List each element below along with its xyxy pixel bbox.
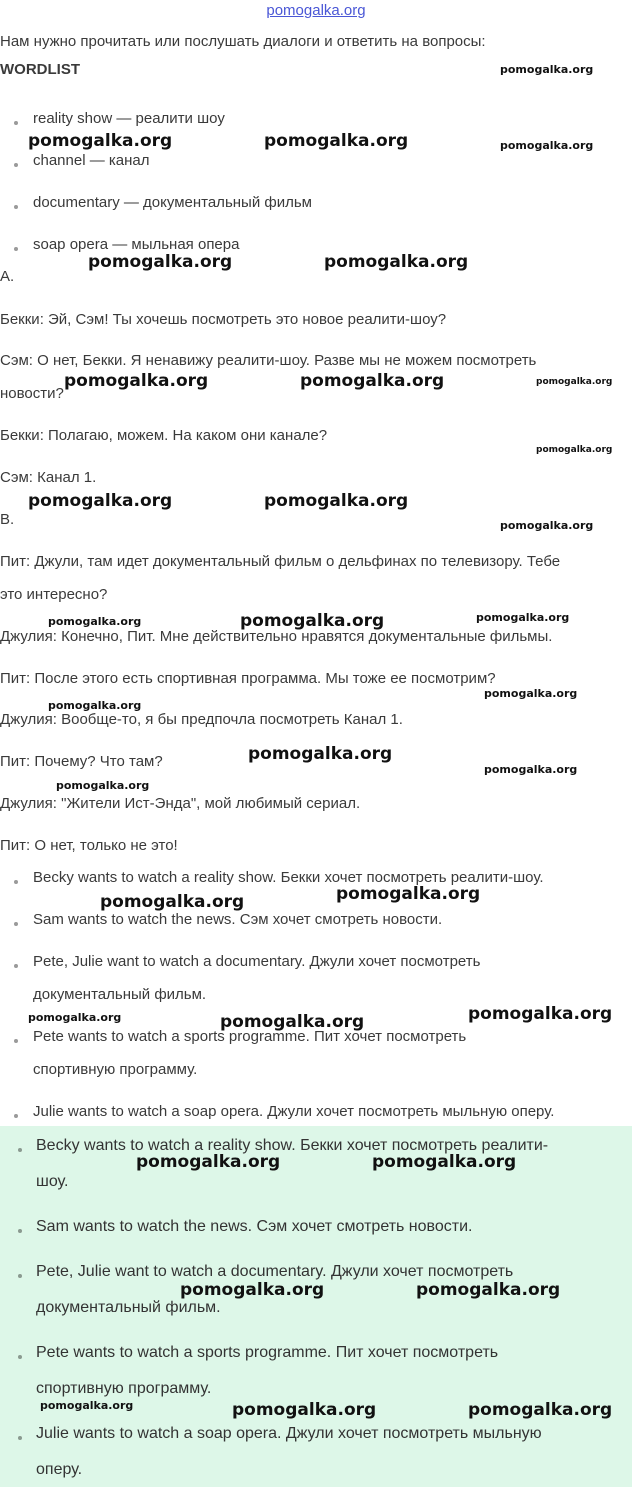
answer-item: Pete wants to watch a sports programme. Пит хочет посмотреть: [33, 1028, 467, 1045]
watermark: pomogalka.org: [500, 519, 594, 532]
watermark: pomogalka.org: [476, 611, 570, 624]
watermark: pomogalka.org: [40, 1399, 134, 1412]
bullet-icon: [14, 163, 18, 167]
answer-box-item: Becky wants to watch a reality show. Бекки хочет посмотреть реалити-: [36, 1137, 549, 1154]
answer-item: Julie wants to watch a soap opera. Джули хочет посмотреть мыльную оперу.: [33, 1103, 555, 1120]
bullet-icon: [14, 1039, 18, 1043]
dialogue-line: Бекки: Полагаю, можем. На каком они канале?: [0, 427, 328, 444]
answer-item: Pete, Julie want to watch a documentary. Джули хочет посмотреть: [33, 953, 481, 970]
watermark: pomogalka.org: [468, 1400, 613, 1420]
answer-item-continued: спортивную программу.: [33, 1061, 198, 1078]
watermark: pomogalka.org: [64, 371, 209, 391]
watermark: pomogalka.org: [220, 1012, 365, 1032]
bullet-icon: [18, 1355, 22, 1359]
bullet-icon: [14, 1114, 18, 1118]
watermark: pomogalka.org: [28, 491, 173, 511]
watermark: pomogalka.org: [56, 779, 150, 792]
watermark: pomogalka.org: [468, 1004, 613, 1024]
watermark: pomogalka.org: [264, 491, 409, 511]
wordlist-item: soap opera — мыльная опера: [33, 236, 240, 253]
dialogue-line: новости?: [0, 385, 64, 402]
dialogue-a-label: A.: [0, 268, 15, 285]
bullet-icon: [14, 205, 18, 209]
watermark: pomogalka.org: [180, 1280, 325, 1300]
answer-item: Sam wants to watch the news. Сэм хочет смотреть новости.: [33, 911, 443, 928]
answer-box-item: Julie wants to watch a soap opera. Джули хочет посмотреть мыльную: [36, 1425, 542, 1442]
watermark: pomogalka.org: [500, 139, 594, 152]
dialogue-line: Пит: После этого есть спортивная программа. Мы тоже ее посмотрим?: [0, 670, 496, 687]
answer-box-item-continued: спортивную программу.: [36, 1380, 212, 1397]
watermark: pomogalka.org: [264, 131, 409, 151]
watermark: pomogalka.org: [88, 252, 233, 272]
dialogue-line: Пит: О нет, только не это!: [0, 837, 178, 854]
answer-box-item: Sam wants to watch the news. Сэм хочет смотреть новости.: [36, 1218, 473, 1235]
dialogue-line: это интересно?: [0, 586, 108, 603]
bullet-icon: [18, 1148, 22, 1152]
watermark: pomogalka.org: [484, 763, 578, 776]
dialogue-line: Сэм: Канал 1.: [0, 469, 97, 486]
watermark: pomogalka.org: [536, 445, 613, 455]
watermark: pomogalka.org: [416, 1280, 561, 1300]
intro-text: Нам нужно прочитать или послушать диалоги и ответить на вопросы:: [0, 33, 486, 50]
wordlist-title: WORDLIST: [0, 61, 80, 78]
watermark: pomogalka.org: [48, 699, 142, 712]
watermark: pomogalka.org: [536, 377, 613, 387]
watermark: pomogalka.org: [336, 884, 481, 904]
answer-box-item-continued: оперу.: [36, 1461, 83, 1478]
bullet-icon: [18, 1274, 22, 1278]
watermark: pomogalka.org: [248, 744, 393, 764]
dialogue-line: Джулия: "Жители Ист-Энда", мой любимый сериал.: [0, 795, 361, 812]
dialogue-line: Джулия: Вообще-то, я бы предпочла посмотреть Канал 1.: [0, 711, 403, 728]
dialogue-line: Джулия: Конечно, Пит. Мне действительно нравятся документальные фильмы.: [0, 628, 553, 645]
bullet-icon: [14, 121, 18, 125]
dialogue-line: Сэм: О нет, Бекки. Я ненавижу реалити-шоу. Разве мы не можем посмотреть: [0, 352, 537, 369]
wordlist-item: channel — канал: [33, 152, 150, 169]
watermark: pomogalka.org: [100, 892, 245, 912]
answer-item: Becky wants to watch a reality show. Бекки хочет посмотреть реалити-шоу.: [33, 869, 544, 886]
watermark: pomogalka.org: [48, 615, 142, 628]
watermark: pomogalka.org: [28, 1011, 122, 1024]
watermark: pomogalka.org: [300, 371, 445, 391]
bullet-icon: [14, 247, 18, 251]
watermark: pomogalka.org: [232, 1400, 377, 1420]
site-link[interactable]: pomogalka.org: [266, 2, 366, 19]
bullet-icon: [18, 1229, 22, 1233]
watermark: pomogalka.org: [372, 1152, 517, 1172]
watermark: pomogalka.org: [28, 131, 173, 151]
answer-box-item-continued: документальный фильм.: [36, 1299, 221, 1316]
dialogue-b-label: B.: [0, 511, 15, 528]
watermark: pomogalka.org: [136, 1152, 281, 1172]
answer-box: [0, 1126, 632, 1487]
bullet-icon: [14, 922, 18, 926]
answer-item-continued: документальный фильм.: [33, 986, 207, 1003]
wordlist-item: documentary — документальный фильм: [33, 194, 312, 211]
bullet-icon: [18, 1436, 22, 1440]
watermark: pomogalka.org: [484, 687, 578, 700]
wordlist-item: reality show — реалити шоу: [33, 110, 225, 127]
watermark: pomogalka.org: [500, 63, 594, 76]
dialogue-line: Пит: Джули, там идет документальный фильм о дельфинах по телевизору. Тебе: [0, 553, 561, 570]
answer-box-item: Pete wants to watch a sports programme. Пит хочет посмотреть: [36, 1344, 499, 1361]
answer-box-item: Pete, Julie want to watch a documentary. Джули хочет посмотреть: [36, 1263, 514, 1280]
bullet-icon: [14, 964, 18, 968]
dialogue-line: Бекки: Эй, Сэм! Ты хочешь посмотреть это новое реалити-шоу?: [0, 311, 447, 328]
watermark: pomogalka.org: [324, 252, 469, 272]
bullet-icon: [14, 880, 18, 884]
answer-box-item-continued: шоу.: [36, 1173, 69, 1190]
watermark: pomogalka.org: [240, 611, 385, 631]
dialogue-line: Пит: Почему? Что там?: [0, 753, 163, 770]
